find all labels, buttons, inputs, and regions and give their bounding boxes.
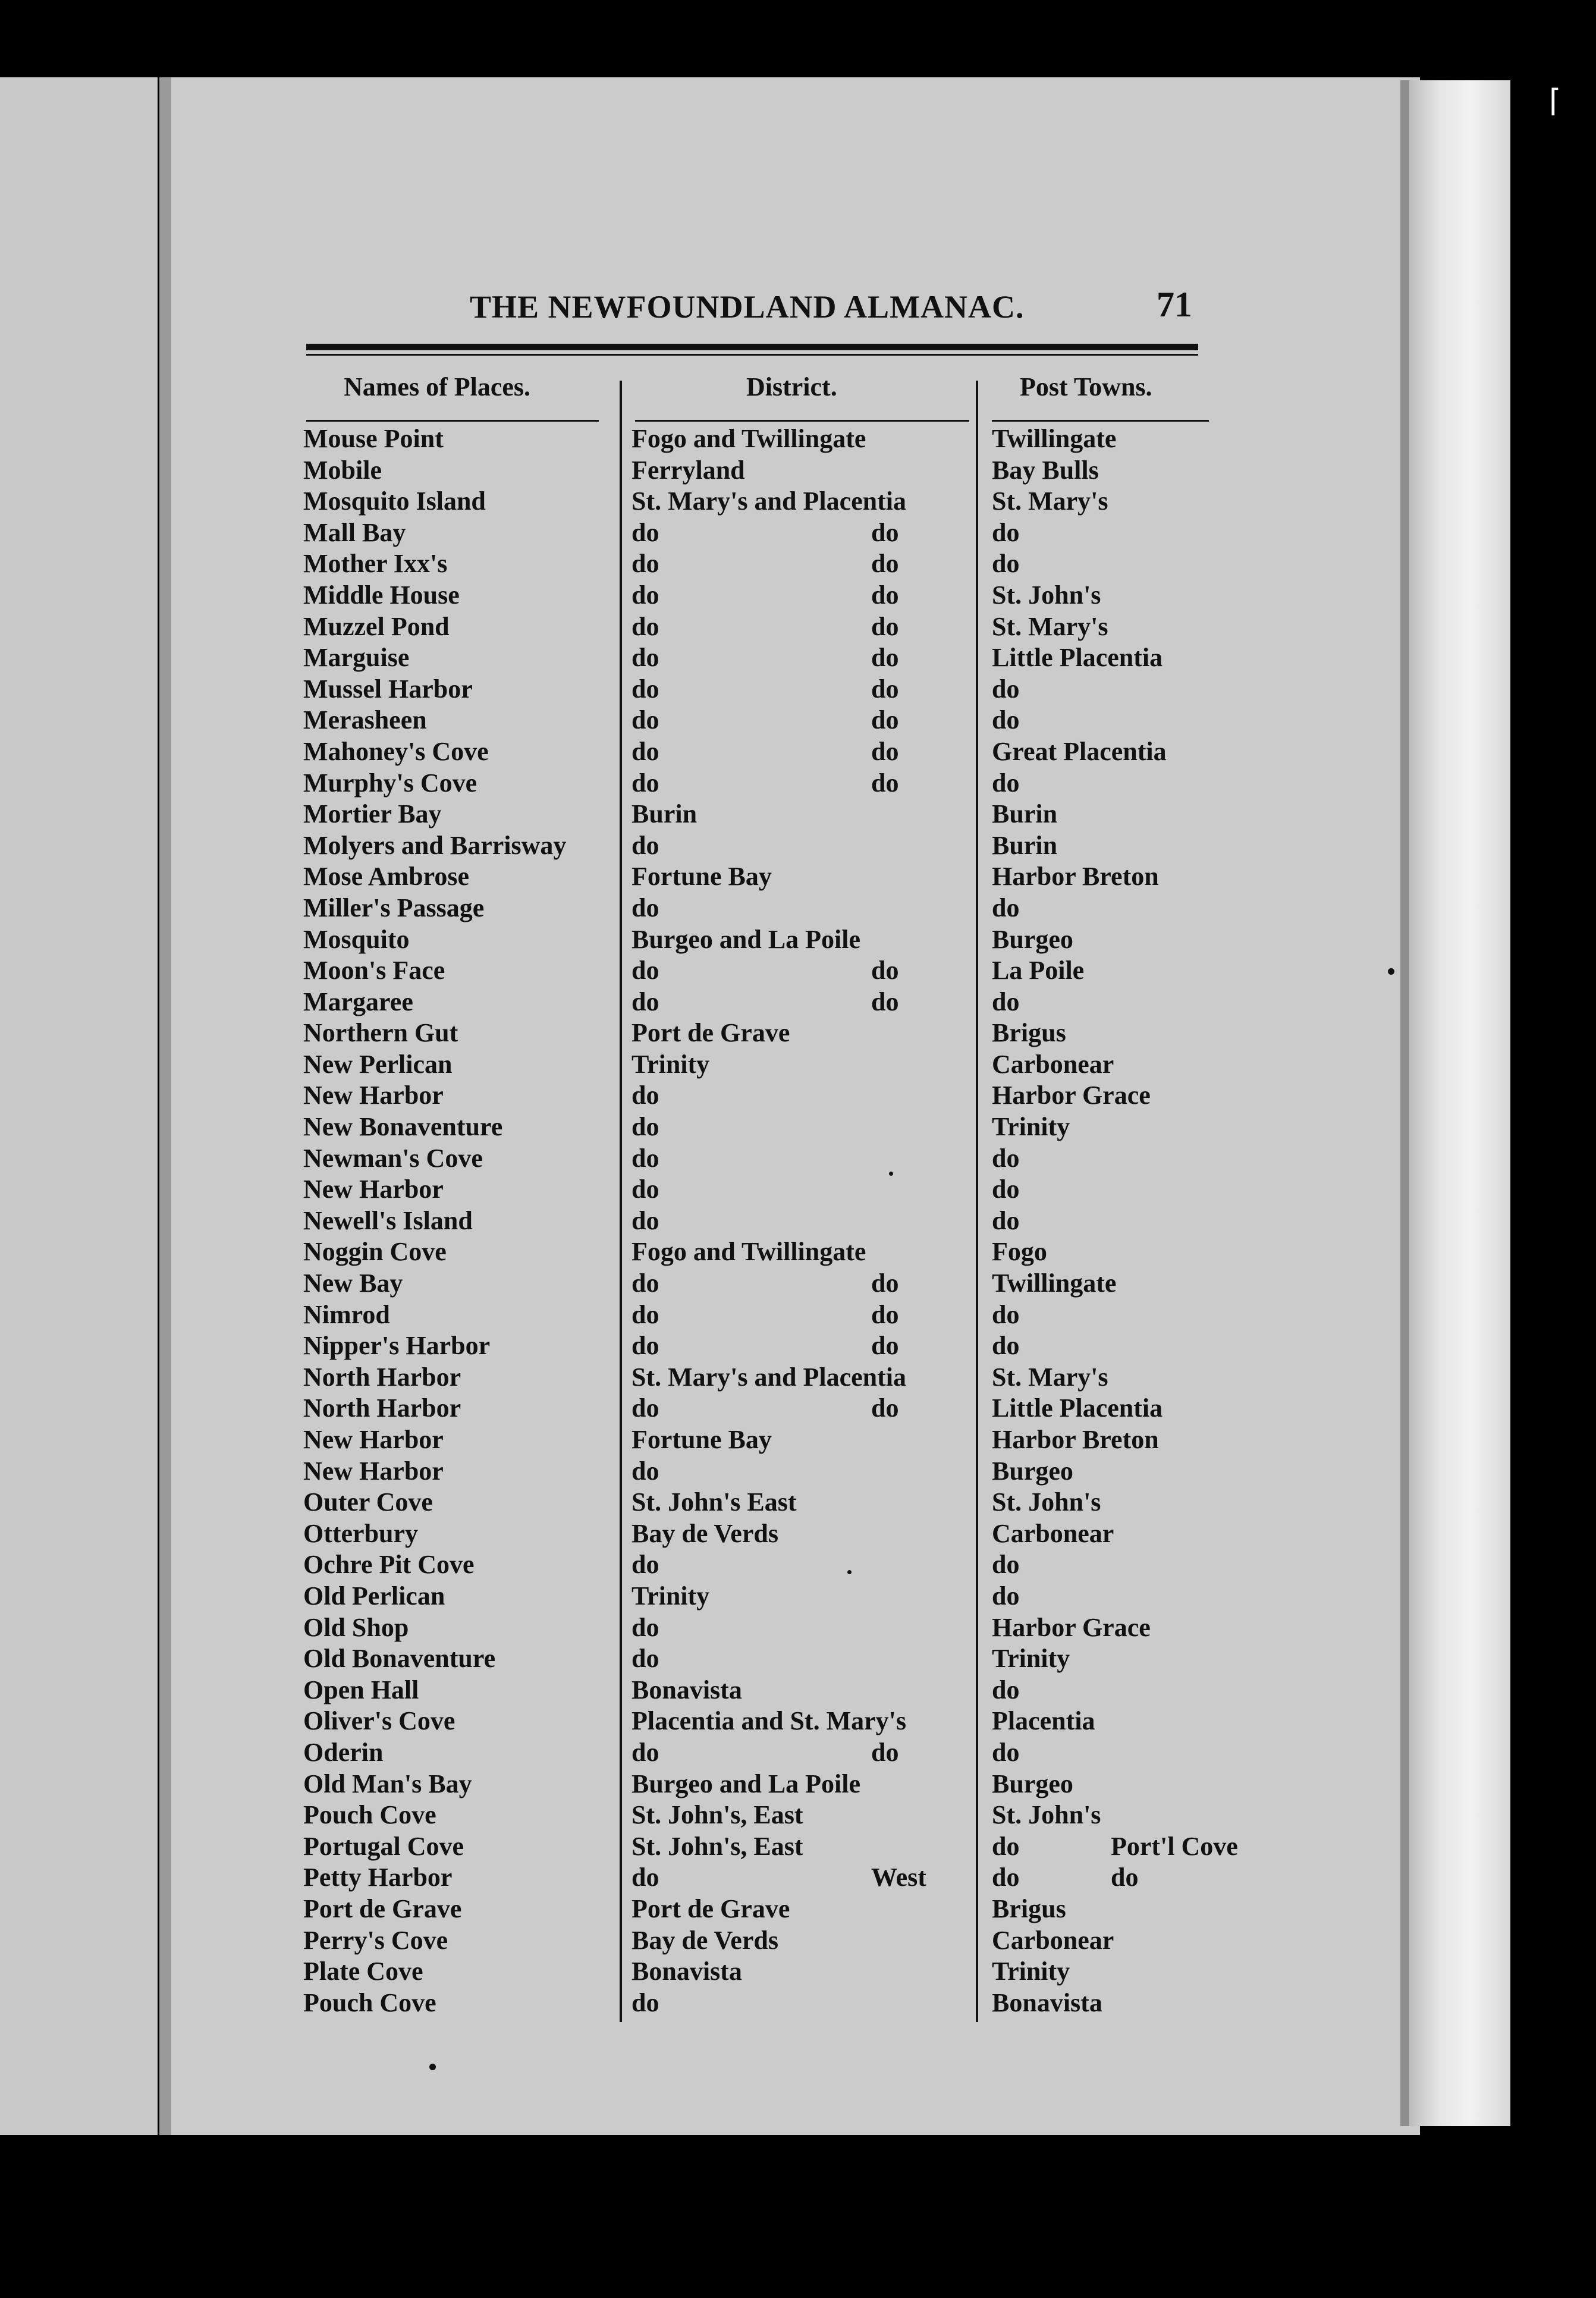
place-name: Mose Ambrose bbox=[303, 862, 470, 891]
post-town: Trinity bbox=[992, 1644, 1070, 1674]
district-name: do bbox=[632, 1205, 659, 1235]
post-town: Placentia bbox=[992, 1706, 1095, 1736]
column-header-underline bbox=[635, 420, 969, 422]
place-name: Port de Grave bbox=[303, 1894, 462, 1923]
table-row bbox=[0, 1174, 1596, 1205]
table-row bbox=[0, 1549, 1596, 1581]
district-name: Bonavista bbox=[632, 1675, 742, 1704]
district-name: do bbox=[632, 956, 659, 985]
district-ditto: do bbox=[871, 736, 899, 766]
post-town: do bbox=[992, 1205, 1020, 1235]
district-name: do bbox=[632, 1175, 659, 1204]
table-row bbox=[0, 1800, 1596, 1831]
table-row bbox=[0, 580, 1596, 611]
place-name: Northern Gut bbox=[303, 1018, 458, 1048]
table-row bbox=[0, 517, 1596, 549]
table-row bbox=[0, 955, 1596, 987]
district-name: do bbox=[632, 830, 659, 860]
district-ditto: do bbox=[871, 987, 899, 1016]
post-town: Little Placentia bbox=[992, 1393, 1163, 1423]
running-head-title: THE NEWFOUNDLAND ALMANAC. bbox=[470, 289, 1025, 325]
table-row bbox=[0, 1268, 1596, 1299]
post-town: Bonavista bbox=[992, 1988, 1102, 2017]
post-town: Carbonear bbox=[992, 1518, 1114, 1548]
table-row bbox=[0, 611, 1596, 643]
district-name: do bbox=[632, 1393, 659, 1423]
district-name: Fogo and Twillingate bbox=[632, 424, 866, 453]
post-town: do bbox=[992, 893, 1020, 922]
column-header-district: District. bbox=[746, 372, 837, 401]
district-name: Port de Grave bbox=[632, 1894, 790, 1923]
district-ditto: do bbox=[871, 1737, 899, 1767]
place-name: Mother Ixx's bbox=[303, 549, 448, 579]
district-ditto: do bbox=[871, 580, 899, 610]
column-header-underline bbox=[992, 420, 1209, 422]
table-row bbox=[0, 642, 1596, 674]
place-name: Mobile bbox=[303, 455, 382, 485]
place-name: Oderin bbox=[303, 1737, 384, 1767]
place-name: Open Hall bbox=[303, 1675, 419, 1704]
post-town: do bbox=[992, 705, 1020, 735]
post-town: Trinity bbox=[992, 1112, 1070, 1142]
place-name: New Perlican bbox=[303, 1049, 453, 1079]
ink-speck bbox=[847, 1570, 852, 1574]
place-name: Old Shop bbox=[303, 1612, 409, 1642]
district-name: Bay de Verds bbox=[632, 1518, 778, 1548]
district-ditto: do bbox=[871, 549, 899, 579]
post-town: Carbonear bbox=[992, 1049, 1114, 1079]
place-name: Pouch Cove bbox=[303, 1800, 436, 1830]
place-name: Mahoney's Cove bbox=[303, 736, 489, 766]
post-town: Brigus bbox=[992, 1018, 1066, 1048]
column-header-names: Names of Places. bbox=[344, 372, 531, 401]
district-name: do bbox=[632, 1269, 659, 1298]
post-town: St. Mary's bbox=[992, 611, 1108, 641]
table-row bbox=[0, 1643, 1596, 1675]
district-ditto: do bbox=[871, 517, 899, 547]
post-town: La Poile bbox=[992, 956, 1085, 985]
district-ditto: do bbox=[871, 1299, 899, 1329]
post-town: do bbox=[992, 1299, 1020, 1329]
district-name: do bbox=[632, 1737, 659, 1767]
district-name: do bbox=[632, 1331, 659, 1361]
post-town-secondary: do bbox=[1111, 1863, 1139, 1892]
post-town: Burgeo bbox=[992, 1456, 1073, 1486]
district-name: do bbox=[632, 517, 659, 547]
post-town: do bbox=[992, 674, 1020, 704]
table-row bbox=[0, 674, 1596, 705]
post-town: Burin bbox=[992, 799, 1058, 829]
table-row bbox=[0, 1393, 1596, 1424]
place-name: Perry's Cove bbox=[303, 1925, 448, 1955]
district-ditto: do bbox=[871, 643, 899, 673]
district-ditto: do bbox=[871, 611, 899, 641]
table-row bbox=[0, 1205, 1596, 1237]
district-name: Trinity bbox=[632, 1049, 710, 1079]
place-name: New Bonaventure bbox=[303, 1112, 503, 1142]
post-town: Twillingate bbox=[992, 424, 1117, 453]
table-row bbox=[0, 1706, 1596, 1737]
place-name: North Harbor bbox=[303, 1393, 461, 1423]
post-town: Great Placentia bbox=[992, 736, 1167, 766]
district-name: do bbox=[632, 893, 659, 922]
district-ditto: do bbox=[871, 1393, 899, 1423]
district-name: St. John's, East bbox=[632, 1800, 803, 1830]
district-name: do bbox=[632, 736, 659, 766]
district-name: do bbox=[632, 768, 659, 798]
table-row bbox=[0, 1894, 1596, 1925]
place-name: Mosquito Island bbox=[303, 486, 486, 516]
district-name: Placentia and St. Mary's bbox=[632, 1706, 906, 1736]
district-name: do bbox=[632, 987, 659, 1016]
district-name: do bbox=[632, 1112, 659, 1142]
post-town: St. Mary's bbox=[992, 1362, 1108, 1392]
table-row bbox=[0, 987, 1596, 1018]
post-town: Harbor Breton bbox=[992, 1425, 1159, 1454]
district-ditto: do bbox=[871, 768, 899, 798]
post-town: St. John's bbox=[992, 580, 1101, 610]
place-name: Ochre Pit Cove bbox=[303, 1550, 475, 1580]
table-row bbox=[0, 1988, 1596, 2019]
post-town: Harbor Grace bbox=[992, 1612, 1151, 1642]
place-name: Molyers and Barrisway bbox=[303, 830, 567, 860]
place-name: Portugal Cove bbox=[303, 1831, 464, 1861]
place-name: Marguise bbox=[303, 643, 410, 673]
district-name: Trinity bbox=[632, 1581, 710, 1611]
table-row bbox=[0, 1862, 1596, 1894]
place-name: New Harbor bbox=[303, 1175, 444, 1204]
post-town: Burin bbox=[992, 830, 1058, 860]
district-name: do bbox=[632, 1988, 659, 2017]
table-row bbox=[0, 1518, 1596, 1550]
table-row bbox=[0, 455, 1596, 486]
post-town-secondary: Port'l Cove bbox=[1111, 1831, 1238, 1861]
table-row bbox=[0, 736, 1596, 768]
district-name: do bbox=[632, 549, 659, 579]
table-row bbox=[0, 1299, 1596, 1331]
place-name: New Harbor bbox=[303, 1081, 444, 1110]
post-town: do bbox=[992, 517, 1020, 547]
district-name: do bbox=[632, 1644, 659, 1674]
post-town: do bbox=[992, 1737, 1020, 1767]
table-row bbox=[0, 705, 1596, 736]
district-name: Port de Grave bbox=[632, 1018, 790, 1048]
table-row bbox=[0, 1018, 1596, 1049]
column-header-underline bbox=[306, 420, 599, 422]
place-name: Newman's Cove bbox=[303, 1143, 483, 1173]
district-name: Burgeo and La Poile bbox=[632, 1769, 861, 1798]
corner-bracket-icon: ⌈ bbox=[1549, 83, 1562, 119]
column-header-post-towns: Post Towns. bbox=[1020, 372, 1152, 401]
place-name: North Harbor bbox=[303, 1362, 461, 1392]
table-row bbox=[0, 486, 1596, 517]
table-row bbox=[0, 830, 1596, 862]
place-name: New Harbor bbox=[303, 1456, 444, 1486]
place-name: New Harbor bbox=[303, 1425, 444, 1454]
table-row bbox=[0, 1080, 1596, 1112]
place-name: Nipper's Harbor bbox=[303, 1331, 491, 1361]
table-row bbox=[0, 1956, 1596, 1988]
place-name: Pouch Cove bbox=[303, 1988, 436, 2017]
district-name: do bbox=[632, 1081, 659, 1110]
district-name: do bbox=[632, 1550, 659, 1580]
district-name: Bay de Verds bbox=[632, 1925, 778, 1955]
district-ditto: do bbox=[871, 705, 899, 735]
district-name: do bbox=[632, 1299, 659, 1329]
ink-speck bbox=[889, 1172, 893, 1176]
post-town: Fogo bbox=[992, 1237, 1047, 1267]
page-number: 71 bbox=[1157, 285, 1192, 324]
district-name: do bbox=[632, 580, 659, 610]
district-name: do bbox=[632, 1863, 659, 1892]
table-row bbox=[0, 1925, 1596, 1957]
district-ditto: do bbox=[871, 674, 899, 704]
table-row bbox=[0, 1675, 1596, 1706]
post-town: Burgeo bbox=[992, 924, 1073, 954]
place-name: Mosquito bbox=[303, 924, 410, 954]
place-name: Plate Cove bbox=[303, 1957, 423, 1986]
place-name: Noggin Cove bbox=[303, 1237, 447, 1267]
table-row bbox=[0, 1831, 1596, 1863]
district-ditto: West bbox=[871, 1863, 926, 1892]
table-row bbox=[0, 893, 1596, 924]
post-town: Bay Bulls bbox=[992, 455, 1099, 485]
district-name: Ferryland bbox=[632, 455, 745, 485]
table-row bbox=[0, 1612, 1596, 1644]
place-name: Middle House bbox=[303, 580, 460, 610]
place-name: Mouse Point bbox=[303, 424, 444, 453]
post-town: do bbox=[992, 1550, 1020, 1580]
table-row bbox=[0, 1424, 1596, 1456]
place-name: Mortier Bay bbox=[303, 799, 442, 829]
place-name: Outer Cove bbox=[303, 1487, 433, 1517]
post-town: Trinity bbox=[992, 1957, 1070, 1986]
district-name: Fortune Bay bbox=[632, 1425, 772, 1454]
district-ditto: do bbox=[871, 956, 899, 985]
district-name: Fogo and Twillingate bbox=[632, 1237, 866, 1267]
place-name: New Bay bbox=[303, 1269, 403, 1298]
post-town: Little Placentia bbox=[992, 643, 1163, 673]
post-town: do bbox=[992, 1143, 1020, 1173]
district-name: St. Mary's and Placentia bbox=[632, 486, 906, 516]
place-name: Oliver's Cove bbox=[303, 1706, 455, 1736]
district-name: Burin bbox=[632, 799, 698, 829]
district-name: do bbox=[632, 1612, 659, 1642]
post-town: do bbox=[992, 1331, 1020, 1361]
table-row bbox=[0, 1769, 1596, 1800]
post-town: do bbox=[992, 1675, 1020, 1704]
header-rule-thick bbox=[306, 344, 1198, 350]
post-town: St. Mary's bbox=[992, 486, 1108, 516]
place-name: Nimrod bbox=[303, 1299, 390, 1329]
place-name: Newell's Island bbox=[303, 1205, 473, 1235]
place-name: Old Perlican bbox=[303, 1581, 445, 1611]
table-row bbox=[0, 799, 1596, 830]
place-name: Merasheen bbox=[303, 705, 427, 735]
header-rule-thin bbox=[306, 354, 1198, 356]
district-name: do bbox=[632, 705, 659, 735]
post-town: Harbor Grace bbox=[992, 1081, 1151, 1110]
table-row bbox=[0, 1049, 1596, 1081]
place-name: Mussel Harbor bbox=[303, 674, 473, 704]
post-town: do bbox=[992, 1581, 1020, 1611]
post-town: Burgeo bbox=[992, 1769, 1073, 1798]
post-town: do bbox=[992, 768, 1020, 798]
post-town: Brigus bbox=[992, 1894, 1066, 1923]
table-row bbox=[0, 1487, 1596, 1518]
table-row bbox=[0, 1112, 1596, 1143]
place-name: Muzzel Pond bbox=[303, 611, 450, 641]
post-town: St. John's bbox=[992, 1487, 1101, 1517]
district-name: do bbox=[632, 1456, 659, 1486]
table-row bbox=[0, 548, 1596, 580]
table-row bbox=[0, 1330, 1596, 1362]
table-row bbox=[0, 768, 1596, 799]
district-name: Fortune Bay bbox=[632, 862, 772, 891]
post-town: Harbor Breton bbox=[992, 862, 1159, 891]
place-name: Otterbury bbox=[303, 1518, 419, 1548]
district-name: St. John's East bbox=[632, 1487, 797, 1517]
post-town: do bbox=[992, 1863, 1020, 1892]
ink-speck bbox=[429, 2064, 436, 2070]
place-name: Mall Bay bbox=[303, 517, 406, 547]
ink-speck bbox=[1388, 968, 1394, 975]
post-town: do bbox=[992, 549, 1020, 579]
table-row bbox=[0, 1737, 1596, 1769]
table-row bbox=[0, 423, 1596, 455]
district-name: Bonavista bbox=[632, 1957, 742, 1986]
table-row bbox=[0, 1362, 1596, 1393]
post-town: St. John's bbox=[992, 1800, 1101, 1830]
district-name: do bbox=[632, 643, 659, 673]
post-town: do bbox=[992, 1175, 1020, 1204]
district-name: do bbox=[632, 1143, 659, 1173]
district-name: St. Mary's and Placentia bbox=[632, 1362, 906, 1392]
post-town: Twillingate bbox=[992, 1269, 1117, 1298]
district-ditto: do bbox=[871, 1331, 899, 1361]
district-name: do bbox=[632, 611, 659, 641]
place-name: Moon's Face bbox=[303, 956, 445, 985]
district-ditto: do bbox=[871, 1269, 899, 1298]
place-name: Margaree bbox=[303, 987, 413, 1016]
post-town: Carbonear bbox=[992, 1925, 1114, 1955]
district-name: St. John's, East bbox=[632, 1831, 803, 1861]
table-row bbox=[0, 1581, 1596, 1612]
place-name: Petty Harbor bbox=[303, 1863, 453, 1892]
district-name: Burgeo and La Poile bbox=[632, 924, 861, 954]
district-name: do bbox=[632, 674, 659, 704]
table-row bbox=[0, 1143, 1596, 1175]
place-table bbox=[0, 423, 1596, 2018]
table-row bbox=[0, 1236, 1596, 1268]
post-town: do bbox=[992, 1831, 1020, 1861]
place-name: Miller's Passage bbox=[303, 893, 485, 922]
place-name: Old Man's Bay bbox=[303, 1769, 472, 1798]
place-name: Old Bonaventure bbox=[303, 1644, 496, 1674]
place-name: Murphy's Cove bbox=[303, 768, 477, 798]
table-row bbox=[0, 924, 1596, 956]
table-row bbox=[0, 861, 1596, 893]
table-row bbox=[0, 1456, 1596, 1487]
post-town: do bbox=[992, 987, 1020, 1016]
